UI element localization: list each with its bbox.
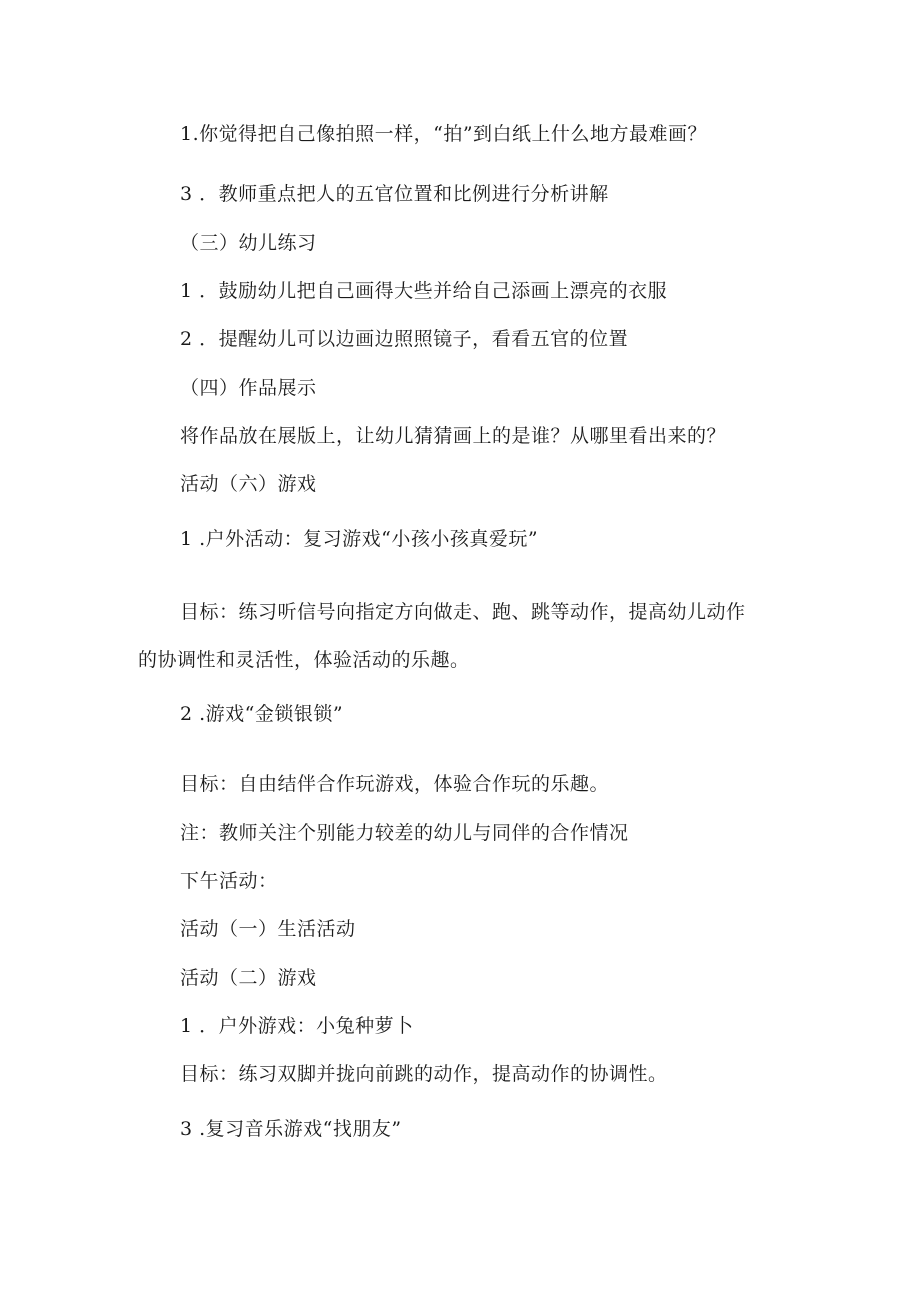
list-item: 3 .复习音乐游戏“找朋友” — [180, 1118, 402, 1140]
note-line: 注：教师关注个别能力较差的幼儿与同伴的合作情况 — [180, 822, 629, 844]
list-item: 1 .户外活动：复习游戏“小孩小孩真爱玩” — [180, 528, 539, 550]
goal-line: 目标：自由结伴合作玩游戏，体验合作玩的乐趣。 — [180, 773, 610, 795]
question-line: 1.你觉得把自己像拍照一样，“拍”到白纸上什么地方最难画？ — [180, 123, 708, 145]
goal-line: 目标：练习听信号向指定方向做走、跑、跳等动作，提高幼儿动作 — [180, 601, 746, 623]
list-item: 2 .游戏“金锁银锁” — [180, 703, 344, 725]
paragraph: 将作品放在展版上，让幼儿猜猜画上的是谁？从哪里看出来的？ — [180, 425, 727, 447]
list-item: 1 ．户外游戏：小兔种萝卜 — [180, 1015, 414, 1037]
activity-heading: 活动（二）游戏 — [180, 967, 317, 989]
section-heading: （四）作品展示 — [180, 377, 317, 399]
section-heading: （三）幼儿练习 — [180, 232, 317, 254]
goal-line-continued: 的协调性和灵活性，体验活动的乐趣。 — [138, 649, 470, 671]
list-item: 3 ．教师重点把人的五官位置和比例进行分析讲解 — [180, 183, 609, 205]
list-item: 1 ．鼓励幼儿把自己画得大些并给自己添画上漂亮的衣服 — [180, 280, 668, 302]
activity-heading: 活动（六）游戏 — [180, 473, 317, 495]
activity-heading: 活动（一）生活活动 — [180, 918, 356, 940]
goal-line: 目标：练习双脚并拢向前跳的动作，提高动作的协调性。 — [180, 1063, 668, 1085]
section-heading: 下午活动： — [180, 870, 278, 892]
list-item: 2 ．提醒幼儿可以边画边照照镜子，看看五官的位置 — [180, 328, 629, 350]
